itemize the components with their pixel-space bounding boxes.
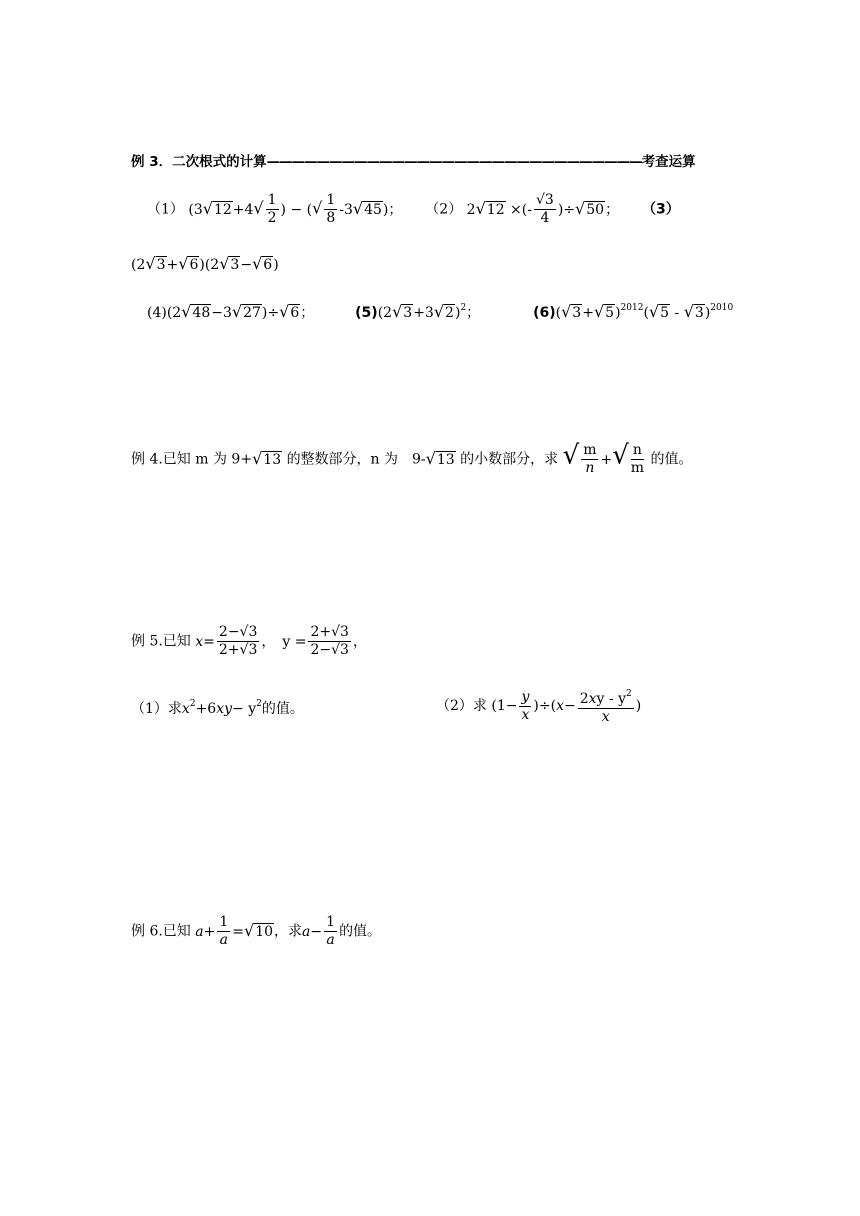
problem-2-label: （2） xyxy=(425,201,463,218)
heading-dash: —————————————————————————————— xyxy=(266,154,642,170)
ex5-question-2: （2）求 (1− $\frac{y}{x}$ )÷(x− $\frac{2xy - y^2}{x}$ ) xyxy=(436,686,641,726)
heading-prefix: 例 3．二次根式的计算 xyxy=(131,154,267,170)
ex5-prefix: 例 5.已知 xyxy=(131,633,191,650)
ex4-suffix: 的值。 xyxy=(650,451,693,468)
heading-suffix: 考查运算 xyxy=(641,154,696,170)
example-6 xyxy=(131,914,381,949)
ex6-target: a− $\frac{1}{a}$ xyxy=(302,914,336,948)
problem-6-label: (6) xyxy=(533,305,556,321)
problem-4-label: (4) xyxy=(147,305,167,321)
problem-1-expr: (3√12+4√ $\frac{1}{2}$ ) − (√ $\frac{1}{8}$ -3√45)； xyxy=(188,192,403,226)
problem-1-label: （1） xyxy=(147,201,184,218)
problem-6-expr: $(√3+√5)^{2012}(√5 - √3)^{2010}$ xyxy=(555,302,734,321)
ex3-line-3 xyxy=(147,298,733,323)
problem-5-expr: $(2√3+3√2)^2$； xyxy=(377,302,481,321)
problem-3-expr: (2√3+√6)(2√3−√6) xyxy=(131,254,279,273)
problem-5-label: (5) xyxy=(355,305,378,321)
ex4-prefix: 例 4.已知 m 为 9+ xyxy=(131,451,253,468)
ex5-x-def: x= $\frac{2-√3}{2+√3}$ ， y = $\frac{2+√3}{2-√3}$ ， xyxy=(195,624,367,658)
example-4: 例 4.已知 m 为 9+√13 的整数部分，n 为 9-√13 的小数部分，求 √ $\frac{m}{n}$ +√ $\frac{n}{m}$ 的值。 xyxy=(131,440,693,476)
ex4-mid1: 的整数部分，n 为 9- xyxy=(286,451,426,468)
ex5-question-1: （1）求$x^2+6xy- y^2$的值。 xyxy=(131,699,304,717)
ex3-line-1 xyxy=(147,192,680,227)
example-3-heading xyxy=(131,152,696,172)
example-5 xyxy=(131,624,367,659)
ex6-given: a+ $\frac{1}{a}$ =√10 xyxy=(195,914,274,948)
ex4-mid2: 的小数部分，求 xyxy=(460,451,559,468)
problem-4-expr: (2√48−3√27)÷√6； xyxy=(166,302,315,321)
ex6-prefix: 例 6.已知 xyxy=(131,923,191,940)
ex6-suffix: 的值。 xyxy=(339,923,382,940)
problem-3-label: （3） xyxy=(641,201,680,218)
problem-2-expr: 2√12 ×(- $\frac{√3}{4}$ )÷√50； xyxy=(466,192,620,226)
ex4-expr: √ $\frac{m}{n}$ +√ $\frac{n}{m}$ xyxy=(562,440,645,476)
ex6-mid: ，求 xyxy=(274,923,303,940)
